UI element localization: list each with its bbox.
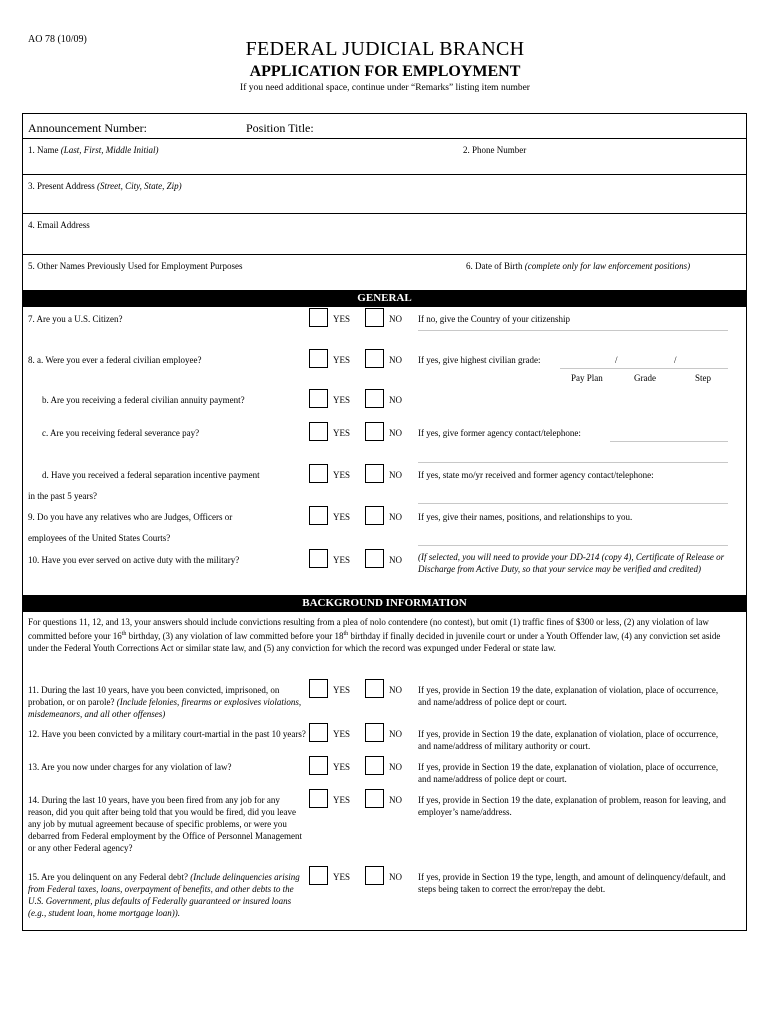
q9-note: If yes, give their names, positions, and relationships to you. xyxy=(418,512,633,522)
yes-label: YES xyxy=(333,762,351,772)
q8d-answer-line[interactable] xyxy=(418,503,728,504)
q8b-label: b. Are you receiving a federal civilian annuity payment? xyxy=(42,395,245,405)
yes-label: YES xyxy=(333,685,351,695)
no-label: NO xyxy=(389,729,402,739)
no-label: NO xyxy=(389,512,402,522)
no-label: NO xyxy=(389,395,402,405)
q13-yes-checkbox[interactable] xyxy=(309,756,328,775)
background-intro xyxy=(28,616,740,654)
no-label: NO xyxy=(389,762,402,772)
q8d-yes-checkbox[interactable] xyxy=(309,464,328,483)
q12-note: If yes, provide in Section 19 the date, explanation of violation, place of occurrence, and name/address of military authority or court. xyxy=(418,729,719,751)
q8a-note: If yes, give highest civilian grade: xyxy=(418,355,541,365)
ordinal-suffix: th xyxy=(343,631,349,637)
q7-yes-checkbox[interactable] xyxy=(309,308,328,327)
date-of-birth-field[interactable] xyxy=(466,260,690,272)
q8a-label: 8. a. Were you ever a federal civilian employee? xyxy=(28,355,202,365)
dob-hint: (complete only for law enforcement positions) xyxy=(524,261,691,271)
general-section-header: GENERAL xyxy=(22,290,747,307)
yes-label: YES xyxy=(333,355,351,365)
address-field[interactable] xyxy=(28,180,182,192)
q8c-note: If yes, give former agency contact/telephone: xyxy=(418,428,581,438)
q9-no-checkbox[interactable] xyxy=(365,506,384,525)
q13-label: 13. Are you now under charges for any violation of law? xyxy=(28,762,232,772)
phone-field[interactable]: 2. Phone Number xyxy=(463,145,527,155)
intro-text: birthday, (3) any violation of law committed before your 18 xyxy=(126,631,344,641)
yes-label: YES xyxy=(333,470,351,480)
yes-label: YES xyxy=(333,555,351,565)
q10-note: (If selected, you will need to provide your DD-214 (copy 4), Certificate of Release or Discharge from Active Duty, so that your service may be verified and credited) xyxy=(418,552,725,574)
pay-plan-label: Pay Plan xyxy=(571,373,603,383)
q11-label xyxy=(28,684,306,720)
branch-title: FEDERAL JUDICIAL BRANCH xyxy=(245,38,525,60)
no-label: NO xyxy=(389,314,402,324)
grade-slash: / xyxy=(615,355,618,365)
address-hint: (Street, City, State, Zip) xyxy=(97,181,182,191)
form-code: AO 78 (10/09) xyxy=(28,34,87,45)
email-field[interactable]: 4. Email Address xyxy=(28,220,90,230)
no-label: NO xyxy=(389,428,402,438)
divider xyxy=(22,138,747,139)
q15-hint: (Include delinquencies arising from Federal taxes, loans, overpayment of benefits, and other debts to the U.S. Government, plus defaults of Federally guaranteed or insured loans (e.g., student loan, home mortgage loan)). xyxy=(28,872,300,918)
q8a-yes-checkbox[interactable] xyxy=(309,349,328,368)
yes-label: YES xyxy=(333,729,351,739)
no-label: NO xyxy=(389,795,402,805)
q8d-note: If yes, state mo/yr received and former agency contact/telephone: xyxy=(418,470,654,480)
divider xyxy=(22,254,747,255)
q13-note: If yes, provide in Section 19 the date, explanation of violation, place of occurrence, and name/address of police dept or court. xyxy=(418,762,719,784)
remarks-note: If you need additional space, continue under “Remarks” listing item number xyxy=(240,83,530,93)
yes-label: YES xyxy=(333,795,351,805)
yes-label: YES xyxy=(333,395,351,405)
grade-slash: / xyxy=(674,355,677,365)
q14-yes-checkbox[interactable] xyxy=(309,789,328,808)
q8b-yes-checkbox[interactable] xyxy=(309,389,328,408)
no-label: NO xyxy=(389,355,402,365)
q15-label xyxy=(28,871,310,919)
yes-label: YES xyxy=(333,428,351,438)
q7-note: If no, give the Country of your citizenship xyxy=(418,314,570,324)
q12-label: 12. Have you been convicted by a military court-martial in the past 10 years? xyxy=(28,729,306,739)
q9-answer-line[interactable] xyxy=(418,545,728,546)
q11-hint: (Include felonies, firearms or explosives violations, misdemeanors, and all other offenses) xyxy=(28,697,302,719)
q7-answer-line[interactable] xyxy=(418,330,728,331)
q14-label: 14. During the last 10 years, have you been fired from any job for any reason, did you quit after being told that you would be fired, did you leave any job by mutual agreement because of specific problems, or were you debarred from Federal employment by the Office of Personnel Management or any other Federal agency? xyxy=(28,795,302,853)
q8d-no-checkbox[interactable] xyxy=(365,464,384,483)
name-field[interactable] xyxy=(28,144,159,156)
q7-label: 7. Are you a U.S. Citizen? xyxy=(28,314,123,324)
grade-label: Grade xyxy=(634,373,656,383)
other-names-field[interactable]: 5. Other Names Previously Used for Employment Purposes xyxy=(28,261,243,271)
q8c-label: c. Are you receiving federal severance pay? xyxy=(42,428,200,438)
name-hint: (Last, First, Middle Initial) xyxy=(60,145,159,155)
q10-yes-checkbox[interactable] xyxy=(309,549,328,568)
q15-yes-checkbox[interactable] xyxy=(309,866,328,885)
grade-answer-line[interactable] xyxy=(560,368,728,369)
position-title-label: Position Title: xyxy=(246,121,314,135)
yes-label: YES xyxy=(333,512,351,522)
q9-yes-checkbox[interactable] xyxy=(309,506,328,525)
no-label: NO xyxy=(389,470,402,480)
q8c-answer-line-2[interactable] xyxy=(418,462,728,463)
q11-yes-checkbox[interactable] xyxy=(309,679,328,698)
background-section-header: BACKGROUND INFORMATION xyxy=(22,595,747,612)
no-label: NO xyxy=(389,685,402,695)
ordinal-suffix: th xyxy=(121,631,127,637)
q15-no-checkbox[interactable] xyxy=(365,866,384,885)
q9-label-cont: employees of the United States Courts? xyxy=(28,533,171,543)
q8c-answer-line[interactable] xyxy=(610,441,728,442)
q14-no-checkbox[interactable] xyxy=(365,789,384,808)
q14-note: If yes, provide in Section 19 the date, explanation of problem, reason for leaving, and employer’s name/address. xyxy=(418,795,726,817)
q12-no-checkbox[interactable] xyxy=(365,723,384,742)
name-label: 1. Name xyxy=(28,145,59,155)
yes-label: YES xyxy=(333,872,351,882)
no-label: NO xyxy=(389,872,402,882)
q10-no-checkbox[interactable] xyxy=(365,549,384,568)
q8d-label: d. Have you received a federal separation incentive payment xyxy=(42,470,260,480)
divider xyxy=(22,174,747,175)
address-label: 3. Present Address xyxy=(28,181,95,191)
step-label: Step xyxy=(695,373,712,383)
q9-label: 9. Do you have any relatives who are Judges, Officers or xyxy=(28,512,233,522)
dob-label: 6. Date of Birth xyxy=(466,261,523,271)
intro-text: For questions 11, 12, and 13, your answers should include convictions resulting from a plea of nolo contendere (no contest), but omit (1) traffic fines of $300 or less, (2) any violation of law committed before your 16 xyxy=(28,617,709,641)
q8c-yes-checkbox[interactable] xyxy=(309,422,328,441)
no-label: NO xyxy=(389,555,402,565)
q15-text: 15. Are you delinquent on any Federal debt? xyxy=(28,872,188,882)
q13-no-checkbox[interactable] xyxy=(365,756,384,775)
q12-yes-checkbox[interactable] xyxy=(309,723,328,742)
announcement-number-label: Announcement Number: xyxy=(28,121,147,135)
q8c-no-checkbox[interactable] xyxy=(365,422,384,441)
q11-text: 11. During the last 10 years, have you been convicted, imprisoned, on probation, or on parole? xyxy=(28,685,280,707)
q10-label: 10. Have you ever served on active duty with the military? xyxy=(28,555,240,565)
divider xyxy=(22,213,747,214)
yes-label: YES xyxy=(333,314,351,324)
q8d-label-cont: in the past 5 years? xyxy=(28,491,97,501)
q11-no-checkbox[interactable] xyxy=(365,679,384,698)
q8b-no-checkbox[interactable] xyxy=(365,389,384,408)
form-title: APPLICATION FOR EMPLOYMENT xyxy=(249,63,521,80)
q8a-no-checkbox[interactable] xyxy=(365,349,384,368)
q7-no-checkbox[interactable] xyxy=(365,308,384,327)
intro-text: birthday if finally decided in juvenile court or under a Youth Offender law, (4) any conviction set aside under the Federal Youth Corrections Act or similar state law, and (5) any conviction for which the record was expunged under Federal or state law. xyxy=(28,631,721,653)
q11-note: If yes, provide in Section 19 the date, explanation of violation, place of occurrence, and name/address of police dept or court. xyxy=(418,685,719,707)
q15-note: If yes, provide in Section 19 the type, length, and amount of delinquency/default, and steps being taken to correct the error/repay the debt. xyxy=(418,872,726,894)
